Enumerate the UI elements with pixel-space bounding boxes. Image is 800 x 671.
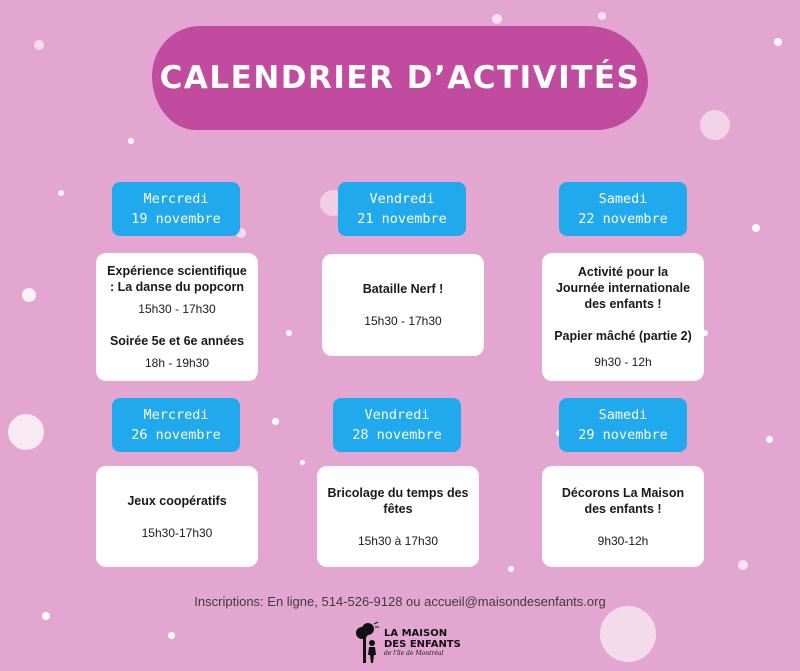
date-badge-date: 19 novembre — [131, 211, 221, 227]
snow-dot — [300, 460, 305, 465]
snow-dot — [286, 330, 292, 336]
date-badge-day: Mercredi — [143, 191, 209, 207]
date-badge-date: 29 novembre — [578, 427, 668, 443]
activity-title: Décorons La Maison des enfants ! — [561, 485, 685, 516]
activity-card — [317, 466, 479, 567]
child-tree-icon — [352, 621, 380, 665]
logo-line-2: DES ENFANTS — [384, 639, 461, 650]
maison-des-enfants-logo — [352, 620, 462, 666]
activity-card — [96, 253, 258, 381]
page-title: CALENDRIER D’ACTIVITÉS — [159, 60, 641, 96]
date-badge-date: 26 novembre — [131, 427, 221, 443]
activity-time: 15h30-17h30 — [141, 525, 213, 540]
activity-title: Jeux coopératifs — [127, 493, 227, 508]
snow-dot — [598, 12, 606, 20]
activity-title: Activité pour la Journée internationale des enfants ! — [555, 265, 691, 311]
date-badge-day: Vendredi — [364, 407, 430, 423]
activity-title: Papier mâché (partie 2) — [554, 329, 692, 343]
snow-dot — [492, 14, 502, 24]
logo-line-3: de l'île de Montréal — [384, 650, 444, 657]
date-badge-date: 21 novembre — [357, 211, 447, 227]
snow-dot — [752, 224, 760, 232]
activity-time: 15h30 à 17h30 — [357, 533, 439, 548]
activity-time: 9h30-12h — [597, 533, 649, 548]
activity-title: Expérience scientifique : La danse du popcorn — [107, 264, 247, 294]
activity-card — [542, 253, 704, 381]
snow-dot — [272, 418, 279, 425]
snow-dot — [508, 566, 514, 572]
date-badge-date: 28 novembre — [352, 427, 442, 443]
snow-dot — [34, 40, 44, 50]
date-badge-day: Vendredi — [369, 191, 435, 207]
date-badge — [559, 398, 687, 452]
activity-card — [322, 254, 484, 356]
date-badge-date: 22 novembre — [578, 211, 668, 227]
snow-dot — [700, 110, 730, 140]
date-badge — [112, 398, 240, 452]
activity-title: Soirée 5e et 6e années — [109, 334, 245, 348]
activity-time: 15h30 - 17h30 — [138, 302, 216, 316]
snow-dot — [738, 560, 748, 570]
date-badge-day: Samedi — [598, 191, 648, 207]
snow-dot — [766, 436, 773, 443]
date-badge — [112, 182, 240, 236]
logo-line-1: LA MAISON — [384, 628, 448, 639]
activity-title: Bataille Nerf ! — [362, 282, 444, 296]
activity-card — [96, 466, 258, 567]
activity-card — [542, 466, 704, 567]
snow-dot — [8, 414, 44, 450]
date-badge — [338, 182, 466, 236]
activity-time: 15h30 - 17h30 — [364, 314, 442, 328]
snow-dot — [22, 288, 36, 302]
title-banner — [152, 26, 648, 130]
snow-dot — [128, 138, 134, 144]
activity-time: 18h - 19h30 — [144, 356, 210, 370]
activity-title: Bricolage du temps des fêtes — [327, 485, 469, 516]
date-badge-day: Samedi — [598, 407, 648, 423]
date-badge-day: Mercredi — [143, 407, 209, 423]
snow-dot — [168, 632, 175, 639]
activity-time: 9h30 - 12h — [594, 355, 652, 369]
date-badge — [333, 398, 461, 452]
snow-dot — [774, 38, 782, 46]
snow-dot — [600, 606, 656, 662]
date-badge — [559, 182, 687, 236]
snow-dot — [42, 612, 50, 620]
registration-info: Inscriptions: En ligne, 514-526-9128 ou accueil@maisondesenfants.org — [194, 594, 606, 609]
snow-dot — [58, 190, 64, 196]
